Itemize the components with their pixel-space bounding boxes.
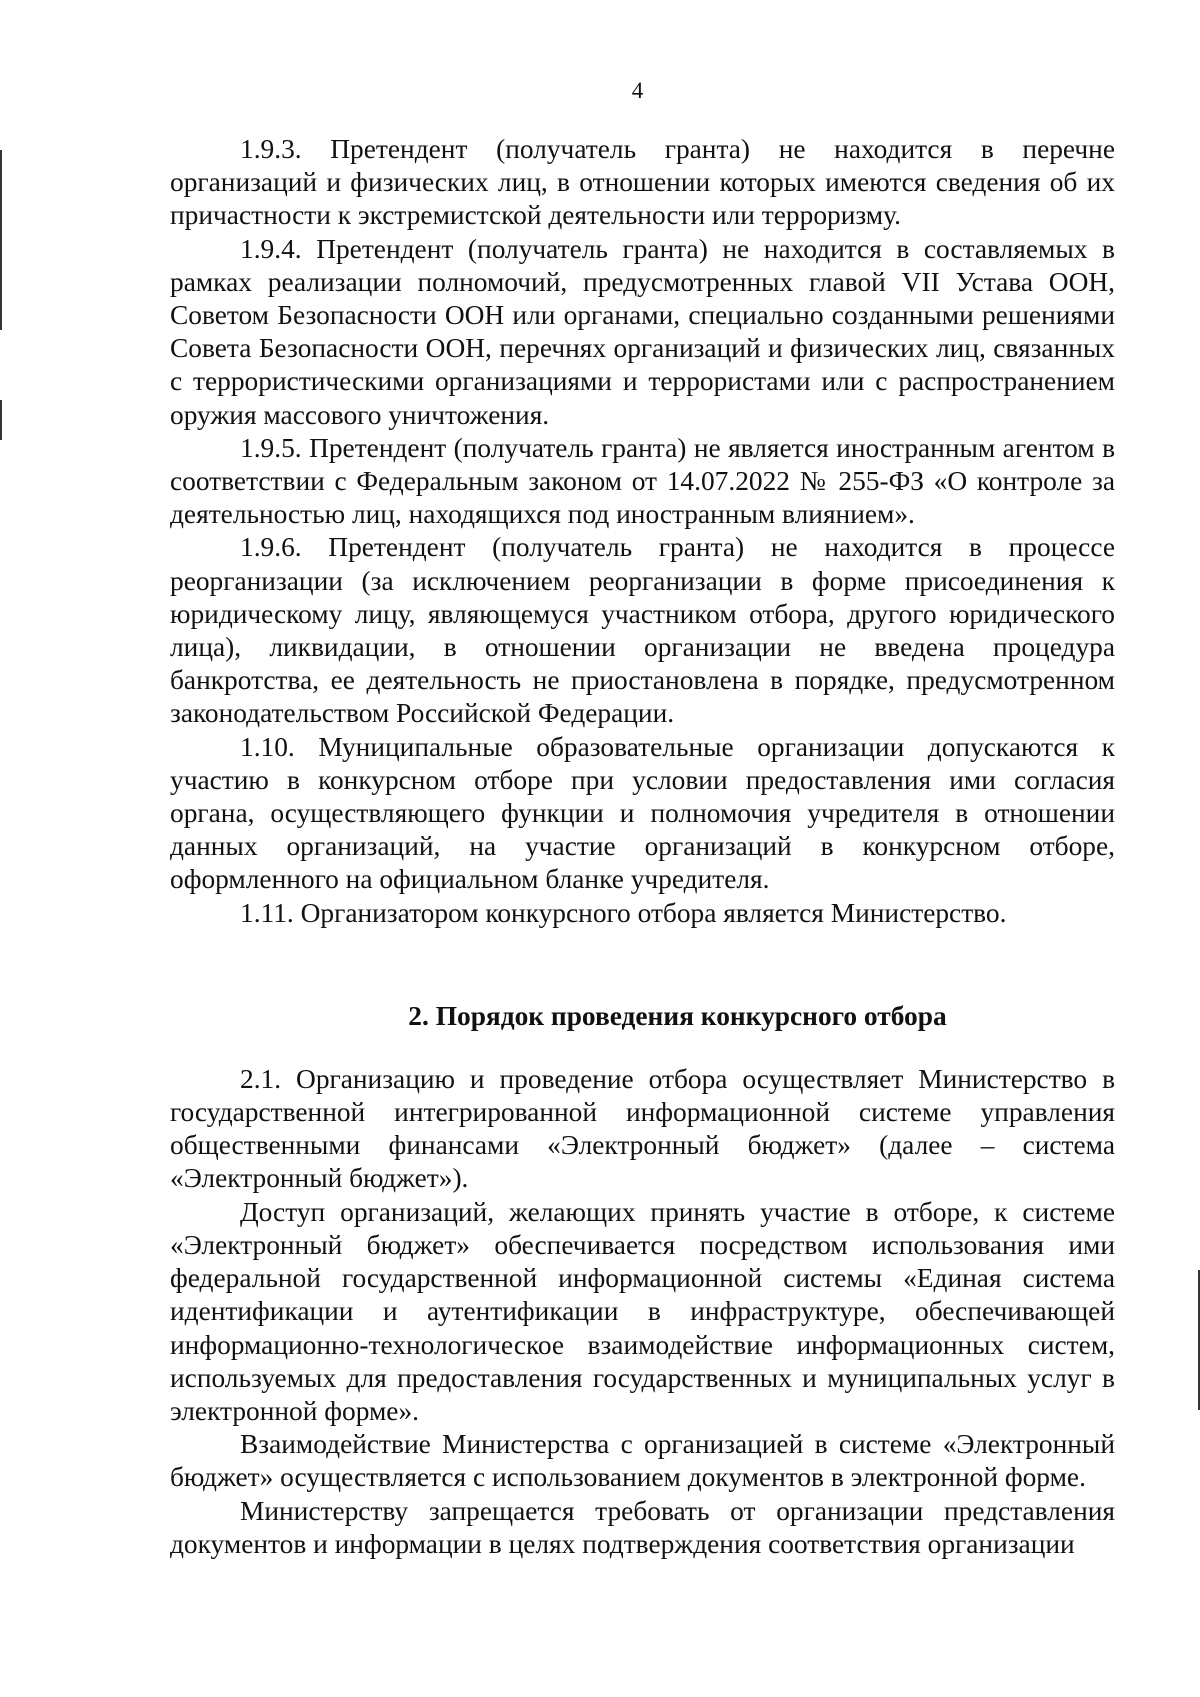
paragraph-interaction: Взаимодействие Министерства с организацией в системе «Электронный бюджет» осуществляется с использованием документов в электронной форме.: [170, 1429, 1115, 1493]
paragraph-2-1: 2.1. Организацию и проведение отбора осуществляет Министерство в государственной интегрированной информационной системе управления общественными финансами «Электронный бюджет» (далее – система «Электронный бюджет»).: [170, 1063, 1115, 1194]
spacer: [170, 1033, 1115, 1063]
paragraph-1-9-4: 1.9.4. Претендент (получатель гранта) не находится в составляемых в рамках реализации полномочий, предусмотренных главой VII Устава ООН, Советом Безопасности ООН или органами, специально созданными решениями Совета Безопасности ООН, перечнях организаций и физических лиц, связанных с террористическими организациями и террористами или с распространением оружия массового уничтожения.: [170, 233, 1115, 430]
paragraph-prohibition: Министерству запрещается требовать от организации представления документов и информации в целях подтверждения соответствия организации: [170, 1495, 1115, 1559]
paragraph-access: Доступ организаций, желающих принять участие в отборе, к системе «Электронный бюджет» обеспечивается посредством использования ими федеральной государственной информационной системы «Единая система идентификации и аутентификации в инфраструктуре, обеспечивающей информационно-технологическое взаимодействие информационных систем, используемых для предоставления государственных и муниципальных услуг в электронной форме».: [170, 1196, 1115, 1426]
paragraph-1-10: 1.10. Муниципальные образовательные организации допускаются к участию в конкурсном отборе при условии предоставления ими согласия органа, осуществляющего функции и полномочия учредителя в отношении данных организаций, на участие организаций в конкурсном отборе, оформленного на официальном бланке учредителя.: [170, 731, 1115, 895]
spacer: [170, 930, 1115, 1000]
section-heading: 2. Порядок проведения конкурсного отбора: [408, 1000, 947, 1031]
paragraph-1-11: 1.11. Организатором конкурсного отбора является Министерство.: [240, 897, 1007, 928]
document-body: [170, 133, 1115, 1561]
page-number: 4: [631, 78, 644, 103]
paragraph-1-9-3: 1.9.3. Претендент (получатель гранта) не находится в перечне организаций и физических лиц, в отношении которых имеются сведения об их причастности к экстремистской деятельности или терроризму.: [170, 134, 1115, 231]
paragraph-1-9-5: 1.9.5. Претендент (получатель гранта) не является иностранным агентом в соответствии с Федеральным законом от 14.07.2022 № 255-ФЗ «О контроле за деятельностью лиц, находящихся под иностранным влиянием».: [170, 432, 1115, 530]
paragraph-1-9-6: 1.9.6. Претендент (получатель гранта) не находится в процессе реорганизации (за исключением реорганизации в форме присоединения к юридическому лицу, являющемуся участником отбора, другого юридического лица), ликвидации, в отношении организации не введена процедура банкротства, ее деятельность не приостановлена в порядке, предусмотренном законодательством Российской Федерации.: [170, 532, 1115, 729]
scan-edge-mark: [0, 400, 2, 440]
scan-edge-mark: [0, 150, 2, 330]
